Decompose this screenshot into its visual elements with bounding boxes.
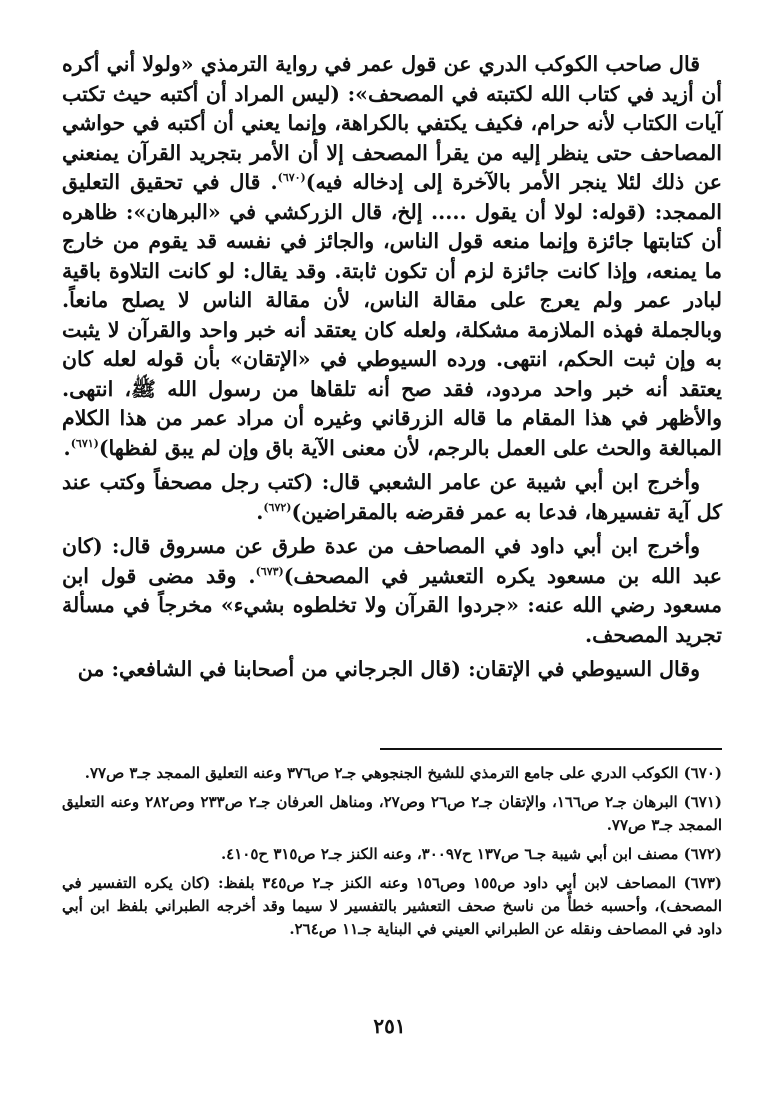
- footnote-671: (٦٧١) البرهان جـ٢ ص١٦٦، والإتقان جـ٢ ص٢٦ وص٢٧، ومناهل العرفان جـ٢ ص٢٣٣ وص٢٨٢ وعنه التعليق الممجد جـ٣ ص٧٧.: [62, 793, 722, 834]
- footnote-673: (٦٧٣) المصاحف لابن أبي داود ص١٥٥ وص١٥٦ وعنه الكنز جـ٢ ص٣٤٥ بلفظ: (كان يكره التفسير في المصحف)، وأحسبه خطأً من ناسخ صحف التعشير بالتفسير لا سيما وقد أخرجه الطبراني بلفظ ابن أبي داود في المصاحف ونقله عن الطبراني العيني في البناية جـ١١ ص٢٦٤.: [62, 874, 723, 938]
- footnote-ref-672[interactable]: (٦٧٢): [263, 500, 292, 514]
- paragraph-1-text-a: قال صاحب الكوكب الدري عن قول عمر في رواية الترمذي «ولولا أني أكره أن أزيد في كتاب الله لكتبته في المصحف»: (ليس المراد أن أكتبه حيث تكتب آيات الكتاب لأنه حرام، فكيف يكتفي بالكراهة، وإنما يعني أن أكتبه في حواشي المصاحف حتى ينظر إليه من يقرأ المصحف إلا أن الأمر بتجريد القرآن يمنعني عن ذلك لئلا ينجر الأمر بالآخرة إلى إدخاله فيه): [62, 52, 722, 194]
- footnote-ref-671[interactable]: (٦٧١): [70, 436, 99, 450]
- footnote-divider: [380, 748, 722, 750]
- paragraph-4-text-a: وقال السيوطي في الإتقان: (قال الجرجاني من أصحابنا في الشافعي: من: [77, 657, 700, 681]
- footnotes: [62, 762, 722, 947]
- paragraph-3-text-b: . وقد مضى قول ابن مسعود رضي الله عنه: «جردوا القرآن ولا تخلطوه بشيء» مخرجاً في مسألة تجريد المصحف.: [62, 563, 722, 647]
- paragraph-3-text-a: وأخرج ابن أبي داود في المصاحف من عدة طرق عن مسروق قال: (كان عبد الله بن مسعود يكره التعشير في المصحف): [62, 534, 722, 588]
- paragraph-1-text-b: . قال في تحقيق التعليق الممجد: (قوله: لولا أن يقول ..... إلخ، قال الزركشي في «البرهان»: ظاهره أن كتابتها جائزة وإنما منعه قول الناس، والجائز في نفسه قد يقوم من خارج ما يمنعه، وإذا كانت جائزة لزم أن تكون ثابتة. وقد يقال: لو كانت التلاوة باقية لبادر عمر ولم يعرج على مقالة الناس، لأن مقالة الناس لا يصلح مانعاً. وبالجملة فهذه الملازمة مشكلة، ولعله كان يعتقد أنه خبر واحد والقرآن لا يثبت به وإن ثبت الحكم، انتهى. ورده السيوطي في «الإتقان» بأن قوله لعله كان يعتقد أنه خبر واحد مردود، فقد صح أنه تلقاها من رسول الله ﷺ، انتهى. والأظهر في هذا المقام ما قاله الزرقاني وغيره أن مراد عمر من هذا الكلام المبالغة والحث على العمل بالرجم، لأن معنى الآية باق وإن لم يبق لفظها): [62, 170, 722, 460]
- paragraph-1: [62, 50, 722, 463]
- footnote-ref-670[interactable]: (٦٧٠): [277, 171, 306, 185]
- main-text: [62, 50, 722, 685]
- paragraph-4: [62, 655, 722, 685]
- footnote-ref-673[interactable]: (٦٧٣): [255, 564, 284, 578]
- paragraph-2-text-b: .: [256, 499, 264, 524]
- paragraph-2: [62, 468, 722, 527]
- paragraph-3: [62, 532, 722, 650]
- page-number: ٢٥١: [373, 1014, 406, 1038]
- paragraph-1-text-c: .: [63, 435, 71, 460]
- paragraph-2-text-a: وأخرج ابن أبي شيبة عن عامر الشعبي قال: (كتب رجل مصحفاً وكتب عند كل آية تفسيرها، فدعا به عمر فقرضه بالمقراضين): [62, 470, 722, 524]
- footnote-672: (٦٧٢) مصنف ابن أبي شيبة جـ٦ ص١٣٧ ح٣٠٠٩٧، وعنه الكنز جـ٢ ص٣١٥ ح٤١٠٥.: [220, 845, 722, 863]
- footnote-670: (٦٧٠) الكوكب الدري على جامع الترمذي للشيخ الجنجوهي جـ٢ ص٣٧٦ وعنه التعليق الممجد جـ٣ ص٧٧.: [84, 764, 722, 782]
